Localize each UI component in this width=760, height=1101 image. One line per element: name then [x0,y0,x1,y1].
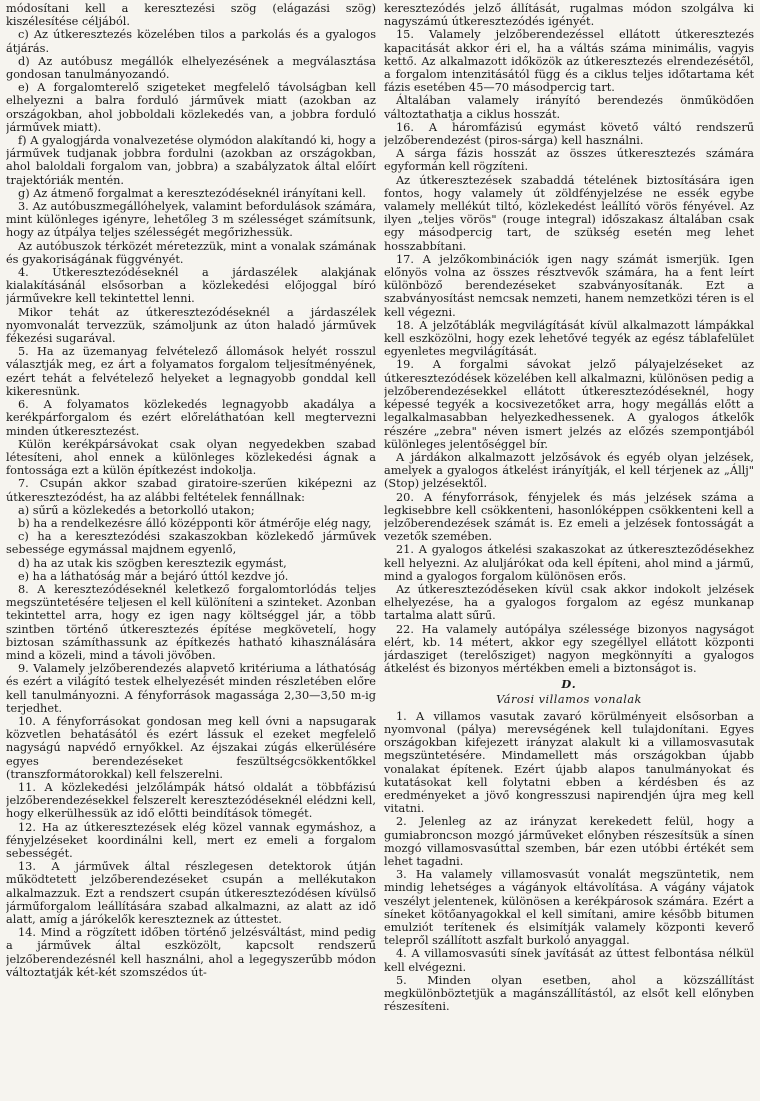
sub-item-paragraph: g) Az átmenő forgalmat a keresztezódéseknél irányítani kell. [18,186,367,200]
paragraph: 15. Valamely jelzőberendezéssel ellátott útkeresztezés kapacitását akkor éri el, ha a váltás száma minimális, vagyis kettő. Az alkalmazott időközök az útkeresztezés elrendezésétől, a forgalom intenzitásától függ és a ciklus teljes időtartama két fázis esetében 45—70 másodpercig tart. [384,28,754,95]
paragraph: 2. Jelenleg az az irányzat kerekedett felül, hogy a gumiabroncson mozgó járműveket előnyben részesítsük a sínen mozgó villamosvasúttal szemben, bár ezen utóbbi értékét sem lehet tagadni. [384,815,754,868]
paragraph: 11. A közlekedési jelzőlámpák hátsó oldalát a többfázisú jelzőberendezésekkel felszerelt keresztezódéseknél elédzni kell, hogy elkerülhessük az idő előtti beindítások tömegét. [6,780,376,821]
paragraph: A járdákon alkalmazott jelzősávok és egyéb olyan jelzések, amelyek a gyalogos átkelést irányítják, el kell térjenek az „Állj" (Stop) jelzésektől. [384,450,754,491]
paragraph: 9. Valamely jelzőberendezés alapvető kritériuma a láthatóság és ezért a világító testek elhelyezését minden részletében előre kell tanulmányozni. A fényforrások magassága 2,30—3,50 m-ig terjedhet. [6,662,376,715]
paragraph: 5. Ha az üzemanyag felvételező állomások helyét rosszul választják meg, ez árt a folyamatos forgalom teljesítményének, ezért tehát a felvételező helyeket a legnagyobb gonddal kell kikeresnünk. [6,345,376,398]
continued-paragraph: keresztezódés jelző állítását, rugalmas módon szolgálva ki nagyszámú útkeresztezódés igényét. [384,2,754,29]
sub-item-paragraph: b) ha a rendelkezésre álló középponti kör átmérője elég nagy, [18,516,372,530]
section-title: Városi villamos vonalak [496,692,642,706]
paragraph: A sárga fázis hosszát az összes útkeresztezés számára egyformán kell rögzíteni. [384,147,754,174]
sub-item-paragraph: d) Az autóbusz megállók elhelyezésének a megválasztása gondosan tanulmányozandó. [6,54,376,82]
paragraph: 12. Ha az útkeresztezések elég közel vannak egymáshoz, a fényjelzéseket koordinálni kell, mert ez emeli a forgalom sebességét. [6,820,376,860]
paragraph: 4. A villamosvasúti sínek javítását az úttest felbontása nélkül kell elvégezni. [384,947,754,974]
sub-item-paragraph: c) ha a keresztezódési szakaszokban közlekedő járművek sebessége egymással majdnem egyenlő, [6,530,376,557]
paragraph: 8. A keresztezódéseknél keletkező forgalomtorlódás teljes megszüntetésére teljesen el kell különíteni a szinteket. Azonban tekintettel arra, hogy ez igen nagy költséggel jár, a több szintben történő útkeresztezés építése megkövetelí, hogy biztosan számíthassunk az építkezés hatható kihasználására mind a közeli, mind a távoli jövőben. [6,582,376,662]
sub-item-paragraph: c) Az útkeresztezés közelében tilos a parkolás és a gyalogos átjárás. [6,28,376,55]
paragraph: 21. A gyalogos átkelési szakaszokat az útkereszteződésekhez kell helyezni. Az aluljárókat oda kell építeni, ahol mind a jármű, mind a gyalogos forgalom különösen erős. [384,543,754,583]
paragraph: 17. A jelzőkombinációk igen nagy számát ismerjük. Igen előnyös volna az összes résztvevők számára, ha a fent leírt különböző berendezéseket szabványosítanák. Ezt a szabványosítást nemcsak nemzeti, hanem nemzetközi téren is el kell végezni. [384,252,754,319]
left-text-column [6,2,376,1101]
paragraph: 3. Ha valamely villamosvasút vonalát megszüntetik, nem mindig lehetséges a vágányok eltávolítása. A vágány vájatok veszélyt jelentenek, különösen a kerékpárosok számára. Ezért a síneket kötőanyagokkal el kell simítani, amire később bitumen emulziót terítenek és elsimítják valamely központi keverő telepről szállított aszfalt burkoló anyaggal. [384,868,754,948]
paragraph: 14. Mind a rögzített időben történő jelzésváltást, mind pedig a járművek által eszközölt, kapcsolt rendszerű jelzőberendezésnél kell használni, ahol a legegyszerűbb módon változtatják két-két szomszédos út- [6,926,376,979]
right-text-column [384,2,754,1101]
sub-item-paragraph: d) ha az utak kis szögben keresztezik egymást, [18,556,287,570]
paragraph: 7. Csupán akkor szabad giratoire-szerűen kiképezni az útkeresztezódést, ha az alábbi feltételek fennállnak: [6,477,376,504]
paragraph: 22. Ha valamely autópálya szélessége bizonyos nagyságot elért, kb. 14 métert, akkor egy szegéllyel ellátott központi járdasziget (terelősziget) nagyon megkönnyíti a gyalogos átkelést és bizonyos mértékben emeli a biztonságot is. [384,622,754,676]
sub-item-paragraph: e) ha a láthatóság már a bejáró úttól kezdve jó. [18,569,289,583]
paragraph: 18. A jelzőtáblák megvilágítását kívül alkalmazott lámpákkal kell eszközölni, hogy ezek lehetővé tegyék az egész táblafelület egyenletes megvilágítását. [384,318,754,359]
paragraph: 19. A forgalmi sávokat jelző pályajelzéseket az útkeresztezódések közelében kell alkalmazni, különösen pedig a jelzőberendezésekkel ellátott útkeresztezódéseknél, hogy képessé tegyék a kocsivezetőket arra, hogy megállás előtt a legalkalmasabban helyezkedhessenek. A gyalogos átkelők részére „zebra" néven ismert jelzés az előzés szempontjából különleges jelentőséggel bír. [384,358,754,451]
paragraph: 20. A fényforrások, fényjelek és más jelzések száma a legkisebbre kell csökkenteni, hasonlóképpen csökkenteni kell a jelzőberendezések számát is. Ez emeli a jelzések fontosságát a vezetők szemében. [384,490,754,544]
paragraph: 5. Minden olyan esetben, ahol a közszállítást megkülönböztetjük a magánszállítástól, az elsőt kell előnyben részesíteni. [384,973,754,1014]
sub-item-paragraph: f) A gyalogjárda vonalvezetése olymódon alakítandó ki, hogy a járművek tudjanak jobbra fordulni (azokban az országokban, ahol baloldali forgalom van, jobbra) a szabályzatok által előírt trajektóriák mentén. [6,134,376,187]
paragraph: 1. A villamos vasutak zavaró körülményeit elsősorban a nyomvonal (pálya) merevségének kell tulajdonítani. Egyes országokban kifejezett irányzat alakult ki a villamosvasutak megszüntetésére. Mindamellett más országokban újabb vonalakat építenek. Ezért újabb alapos tanulmányokat és kutatásokat kell folytatni ebben a kérdésben és az eredményeket a jövő kongresszusi napirendjén újra meg kell vitatni. [384,709,754,816]
paragraph: 6. A folyamatos közlekedés legnagyobb akadálya a kerékpárforgalom és ezért előreláthatóan kell megtervezni minden útkeresztezést. [6,398,376,438]
paragraph: 10. A fényforrásokat gondosan meg kell óvni a napsugarak közvetlen behatásától és ezért lássuk el ezeket megfelelő nagyságú napvédő ernyőkkel. Az éjszakai zúgás elkerülésére egyes berendezéseket feszültségcsökkentőkkel (transzformátorokkal) kell felszerelni. [6,714,376,781]
continued-paragraph: módosítani kell a keresztezési szög (elágazási szög) kiszélesítése céljából. [6,2,376,29]
paragraph: Az útkeresztezések szabaddá tételének biztosítására igen fontos, hogy valamely út zöldfényjelzése ne essék egybe valamely mellékút tiltó, közlekedést leállító vörös fényével. Az ilyen „teljes vörös" (rouge integral) időszakasz általában csak egy másodpercig tart, de szükség esetén meg lehet hosszabbítani. [384,173,754,253]
paragraph: Általában valamely irányító berendezés önműködően változtathatja a ciklus hosszát. [384,94,754,121]
sub-item-paragraph: a) sűrű a közlekedés a betorkolló utakon; [18,503,255,517]
paragraph: Mikor tehát az útkeresztezódéseknél a járdaszélek nyomvonalát tervezzük, számoljunk az úton haladó járművek fékezési sugarával. [6,305,376,346]
paragraph: Az útkeresztezódéseken kívül csak akkor indokolt jelzések elhelyezése, ha a gyalogos forgalom az egész munkanap tartalma alatt sűrű. [384,582,754,623]
paragraph: 13. A járművek által részlegesen detektorok útján működtetett jelzőberendezéseket csupán a mellékutakon alkalmazzuk. Ezt a rendszert csupán útkeresztezódésen kívülső járműforgalom leállítására szabad alkalmazni, az alatt az idő alatt, amíg a járókelők kereszteznek az úttestet. [6,860,376,927]
section-letter-heading: D. [561,677,577,692]
paragraph: 16. A háromfázisú egymást követő váltó rendszerű jelzőberendezést (piros-sárga) kell használni. [384,120,754,148]
paragraph: Külön kerékpársávokat csak olyan negyedekben szabad létesíteni, ahol ennek a különleges közlekedési ágnak a fontossága ezt a külön építkezést indokolja. [6,437,376,478]
paragraph: 4. Útkeresztezódéseknél a járdaszélek alakjának kialakításánál elsősorban a közlekedési előjoggal bíró járművekre kell tekintettel lenni. [6,266,376,306]
paragraph: 3. Az autóbuszmegállóhelyek, valamint befordulások számára, mint különleges igényre, lehetőleg 3 m szélességet számítsunk, hogy az útpálya teljes szélességét megőrizhessük. [6,200,376,240]
paragraph: Az autóbuszok térközét méretezzük, mint a vonalak számának és gyakoriságának függvényét. [6,239,376,266]
sub-item-paragraph: e) A forgalomterelő szigeteket megfelelő távolságban kell elhelyezni a balra forduló járművek miatt (azokban az országokban, ahol jobboldali közlekedés van, a jobbra forduló járművek miatt). [6,81,376,134]
